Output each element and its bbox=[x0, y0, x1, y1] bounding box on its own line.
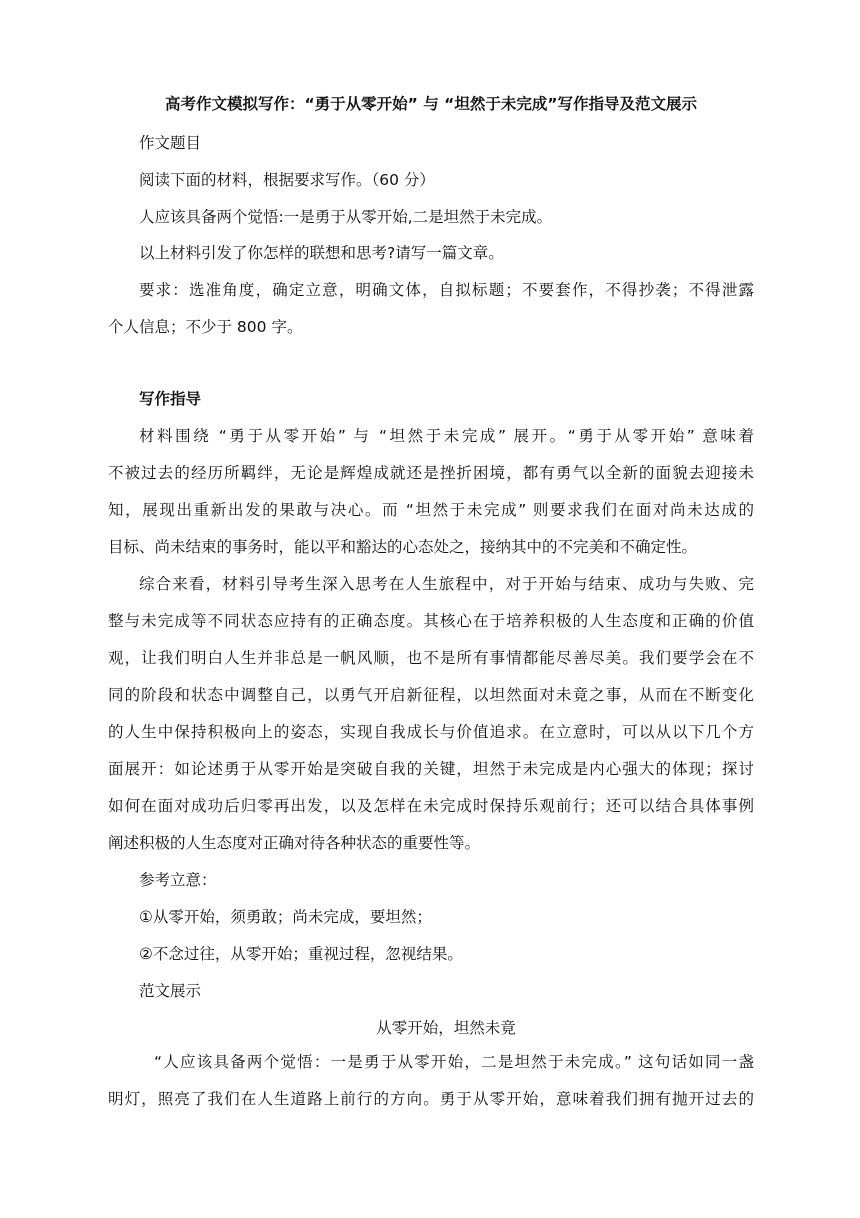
guide-p2-line: 综合来看，材料引导考生深入思考在人生旅程中，对于开始与结束、成功与失败、完 bbox=[139, 575, 754, 593]
essay-line-2: 明灯，照亮了我们在人生道路上前行的方向。勇于从零开始，意味着我们拥有抛开过去的 bbox=[108, 1090, 754, 1108]
reference-heading: 参考立意： bbox=[139, 871, 217, 889]
guide-p2-line: 阐述积极的人生态度对正确对待各种状态的重要性等。 bbox=[108, 834, 481, 852]
guide-p1-line: 知，展现出重新出发的果敢与决心。而 “坦然于未完成” 则要求我们在面对尚未达成的 bbox=[108, 501, 754, 519]
requirements-line-2: 个人信息；不少于 800 字。 bbox=[108, 318, 303, 336]
guide-p1-line: 材料围绕 “勇于从零开始” 与 “坦然于未完成” 展开。“勇于从零开始” 意味着 bbox=[139, 427, 754, 445]
guide-p2-line: 观，让我们明白人生并非总是一帆风顺，也不是所有事情都能尽善尽美。我们要学会在不 bbox=[108, 649, 754, 667]
essay-title: 从零开始，坦然未竟 bbox=[376, 1019, 516, 1037]
guide-p2-line: 整与未完成等不同状态应持有的正确态度。其核心在于培养积极的人生态度和正确的价值 bbox=[108, 612, 754, 630]
material-text: 人应该具备两个觉悟:一是勇于从零开始,二是坦然于未完成。 bbox=[139, 208, 553, 226]
document-title: 高考作文模拟写作：“勇于从零开始” 与 “坦然于未完成”写作指导及范文展示 bbox=[164, 95, 698, 113]
question-text: 以上材料引发了你怎样的联想和思考?请写一篇文章。 bbox=[139, 244, 504, 262]
essay-line-1: “人应该具备两个觉悟：一是勇于从零开始，二是坦然于未完成。” 这句话如同一盏 bbox=[154, 1053, 754, 1071]
prompt-intro: 阅读下面的材料，根据要求写作。（60 分） bbox=[139, 171, 435, 189]
sample-heading: 范文展示 bbox=[139, 982, 202, 1000]
guide-p2-line: 面展开：如论述勇于从零开始是突破自我的关键，坦然于未完成是内心强大的体现；探讨 bbox=[108, 760, 754, 778]
guide-p1-line: 目标、尚未结束的事务时，能以平和豁达的心态处之，接纳其中的不完美和不确定性。 bbox=[108, 538, 698, 556]
requirements-line-1: 要求：选准角度，确定立意，明确文体，自拟标题；不要套作，不得抄袭；不得泄露 bbox=[139, 281, 754, 299]
guide-heading: 写作指导 bbox=[139, 390, 202, 408]
guide-p2-line: 同的阶段和状态中调整自己，以勇气开启新征程，以坦然面对未竟之事，从而在不断变化 bbox=[108, 686, 754, 704]
guide-p1-line: 不被过去的经历所羁绊，无论是辉煌成就还是挫折困境，都有勇气以全新的面貌去迎接未 bbox=[108, 464, 754, 482]
section-topic-heading: 作文题目 bbox=[139, 134, 202, 152]
guide-p2-line: 如何在面对成功后归零再出发，以及怎样在未完成时保持乐观前行；还可以结合具体事例 bbox=[108, 797, 754, 815]
guide-p2-line: 的人生中保持积极向上的姿态，实现自我成长与价值追求。在立意时，可以从以下几个方 bbox=[108, 723, 754, 741]
reference-item-2: ②不念过往，从零开始；重视过程，忽视结果。 bbox=[139, 945, 463, 963]
reference-item-1: ①从零开始，须勇敢；尚未完成，要坦然； bbox=[139, 908, 432, 926]
